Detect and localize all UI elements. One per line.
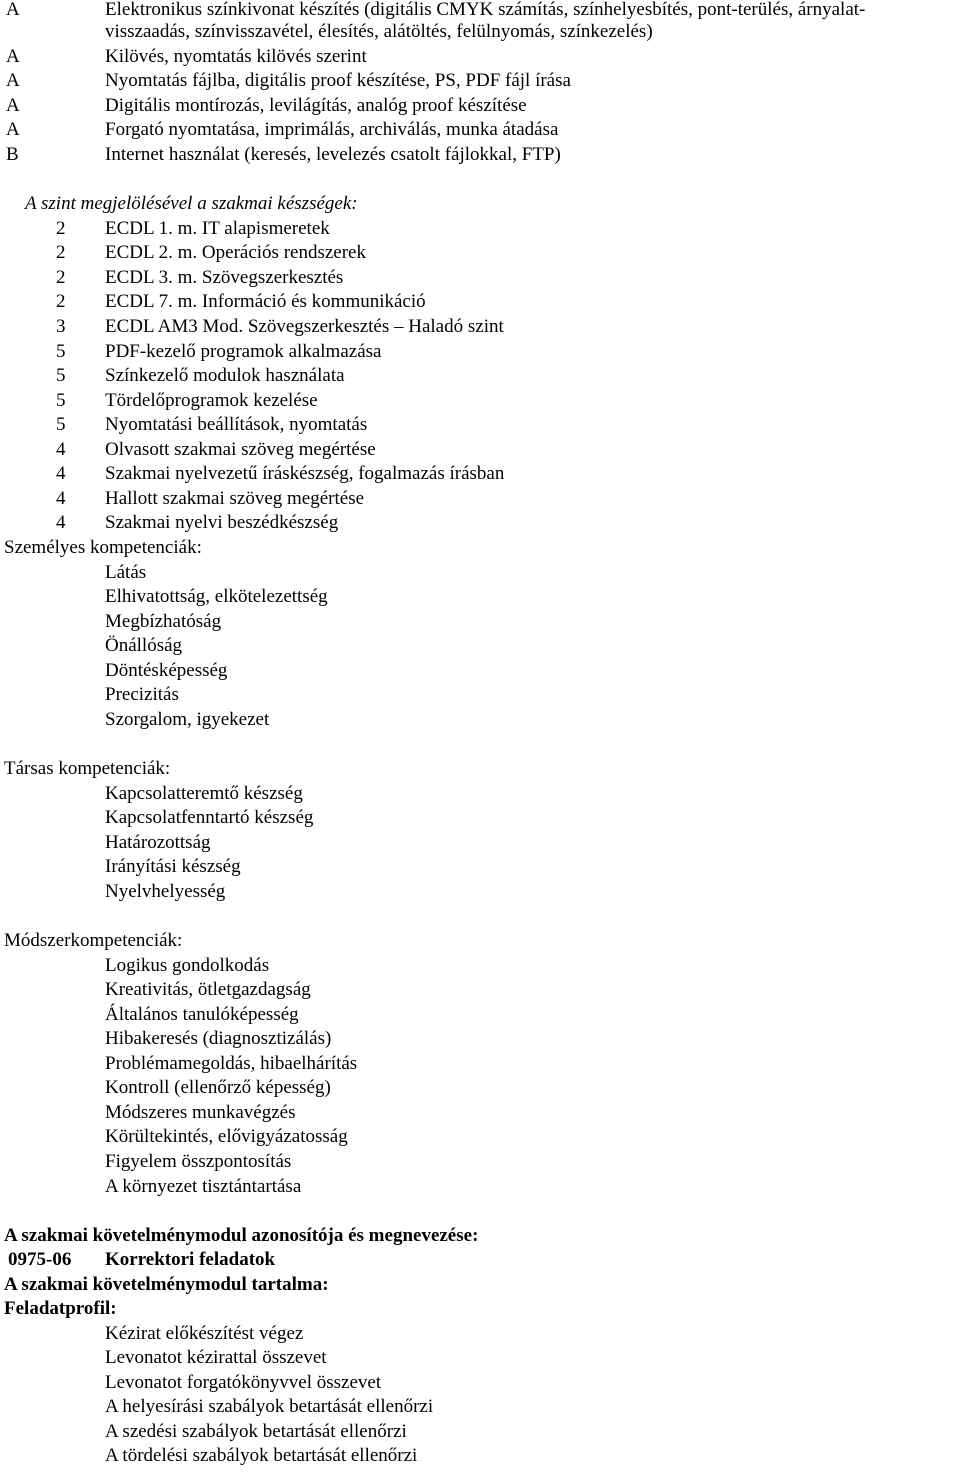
skill-text: ECDL 2. m. Operációs rendszerek [105, 242, 366, 263]
method-heading: Módszerkompetenciák: [4, 930, 183, 951]
module-name: Korrektori feladatok [105, 1249, 276, 1270]
task-item: Levonatot kézirattal összevet [105, 1347, 327, 1368]
skill-text: Színkezelő modulok használata [105, 365, 345, 386]
skill-level: 3 [56, 316, 66, 337]
skill-text: ECDL AM3 Mod. Szövegszerkesztés – Haladó szint [105, 316, 504, 337]
competence-item: Hibakeresés (diagnosztizálás) [105, 1028, 332, 1049]
skill-level: 2 [56, 218, 66, 239]
skill-level: 5 [56, 390, 66, 411]
list-item [0, 118, 960, 143]
skill-level: 4 [56, 439, 66, 460]
skill-row [0, 511, 960, 536]
skill-level: 5 [56, 341, 66, 362]
skill-text: Tördelőprogramok kezelése [105, 390, 318, 411]
level-code: B [6, 144, 19, 165]
skill-row [0, 389, 960, 414]
item-text: Elektronikus színkivonat készítés (digitális CMYK számítás, színhelyesbítés, pont-terülés, árnyalat- [105, 0, 866, 20]
skill-text: Olvasott szakmai szöveg megértése [105, 439, 376, 460]
skill-level: 5 [56, 365, 66, 386]
competence-item: Problémamegoldás, hibaelhárítás [105, 1053, 358, 1074]
level-code: A [6, 70, 20, 91]
skill-row [0, 290, 960, 315]
item-text: visszaadás, színvisszavétel, élesítés, alátöltés, felülnyomás, színkezelés) [105, 21, 653, 42]
competence-item: Körültekintés, elővigyázatosság [105, 1126, 348, 1147]
module-content-heading: A szakmai követelménymodul tartalma: [4, 1274, 329, 1295]
skill-level: 2 [56, 267, 66, 288]
skill-row [0, 413, 960, 438]
competence-item: Elhivatottság, elkötelezettség [105, 586, 328, 607]
competence-item: Módszeres munkavégzés [105, 1102, 296, 1123]
competence-item: Nyelvhelyesség [105, 881, 226, 902]
skills-heading-row [0, 192, 960, 217]
skill-level: 2 [56, 242, 66, 263]
personal-heading: Személyes kompetenciák: [4, 537, 202, 558]
competence-item: Irányítási készség [105, 856, 241, 877]
personal-heading-row [0, 536, 960, 561]
skill-level: 4 [56, 463, 66, 484]
social-heading-row [0, 757, 960, 782]
competence-item: Precizitás [105, 684, 179, 705]
skill-row [0, 315, 960, 340]
profile-heading-row [0, 1297, 960, 1322]
skills-heading: A szint megjelölésével a szakmai készségek: [25, 193, 358, 214]
competence-item: Általános tanulóképesség [105, 1004, 299, 1025]
profile-heading: Feladatprofil: [4, 1298, 117, 1319]
list-item [0, 143, 960, 168]
level-code: A [6, 119, 20, 140]
competence-item: Kreativitás, ötletgazdagság [105, 979, 311, 1000]
list-item [0, 45, 960, 70]
competence-item: Határozottság [105, 832, 211, 853]
skill-text: ECDL 3. m. Szövegszerkesztés [105, 267, 344, 288]
module-id-heading: A szakmai követelménymodul azonosítója és megnevezése: [4, 1225, 479, 1246]
skill-level: 2 [56, 291, 66, 312]
list-item [0, 20, 960, 45]
skill-text: ECDL 7. m. Információ és kommunikáció [105, 291, 426, 312]
skill-text: Nyomtatási beállítások, nyomtatás [105, 414, 368, 435]
competence-item: Figyelem összpontosítás [105, 1151, 292, 1172]
task-item: A helyesírási szabályok betartását ellenőrzi [105, 1396, 434, 1417]
skill-level: 4 [56, 512, 66, 533]
competence-item: Kapcsolatfenntartó készség [105, 807, 314, 828]
module-code: 0975-06 [8, 1249, 72, 1270]
item-text: Nyomtatás fájlba, digitális proof készítése, PS, PDF fájl írása [105, 70, 571, 91]
competence-item: A környezet tisztántartása [105, 1176, 302, 1197]
module-title-row [0, 1248, 960, 1273]
social-heading: Társas kompetenciák: [4, 758, 171, 779]
competence-item: Kontroll (ellenőrző képesség) [105, 1077, 331, 1098]
skill-level: 4 [56, 488, 66, 509]
competence-item: Kapcsolatteremtő készség [105, 783, 303, 804]
skill-text: Szakmai nyelvezetű íráskészség, fogalmazás írásban [105, 463, 505, 484]
competence-item: Szorgalom, igyekezet [105, 709, 270, 730]
module-id-heading-row [0, 1224, 960, 1249]
skill-text: PDF-kezelő programok alkalmazása [105, 341, 382, 362]
skill-text: Szakmai nyelvi beszédkészség [105, 512, 339, 533]
item-text: Internet használat (keresés, levelezés csatolt fájlokkal, FTP) [105, 144, 561, 165]
competence-item: Megbízhatóság [105, 611, 222, 632]
competence-item: Logikus gondolkodás [105, 955, 270, 976]
competence-item: Látás [105, 562, 147, 583]
list-item [0, 94, 960, 119]
level-code: A [6, 95, 20, 116]
task-item: Levonatot forgatókönyvvel összevet [105, 1372, 382, 1393]
skill-row [0, 487, 960, 512]
skill-row [0, 241, 960, 266]
competence-item: Döntésképesség [105, 660, 228, 681]
skill-row [0, 266, 960, 291]
item-text: Kilövés, nyomtatás kilövés szerint [105, 46, 367, 67]
item-text: Digitális montírozás, levilágítás, analóg proof készítése [105, 95, 527, 116]
skill-text: Hallott szakmai szöveg megértése [105, 488, 365, 509]
task-item: A tördelési szabályok betartását ellenőrzi [105, 1445, 418, 1466]
skill-row [0, 462, 960, 487]
task-item: A szedési szabályok betartását ellenőrzi [105, 1421, 407, 1442]
skill-level: 5 [56, 414, 66, 435]
level-code: A [6, 0, 20, 20]
skill-row [0, 364, 960, 389]
list-item [0, 69, 960, 94]
level-code: A [6, 46, 20, 67]
task-item: Kézirat előkészítést végez [105, 1323, 304, 1344]
skill-row [0, 217, 960, 242]
skill-text: ECDL 1. m. IT alapismeretek [105, 218, 330, 239]
module-content-heading-row [0, 1273, 960, 1298]
skill-row [0, 340, 960, 365]
item-text: Forgató nyomtatása, imprimálás, archiválás, munka átadása [105, 119, 559, 140]
competence-item: Önállóság [105, 635, 183, 656]
skill-row [0, 438, 960, 463]
method-heading-row [0, 929, 960, 954]
